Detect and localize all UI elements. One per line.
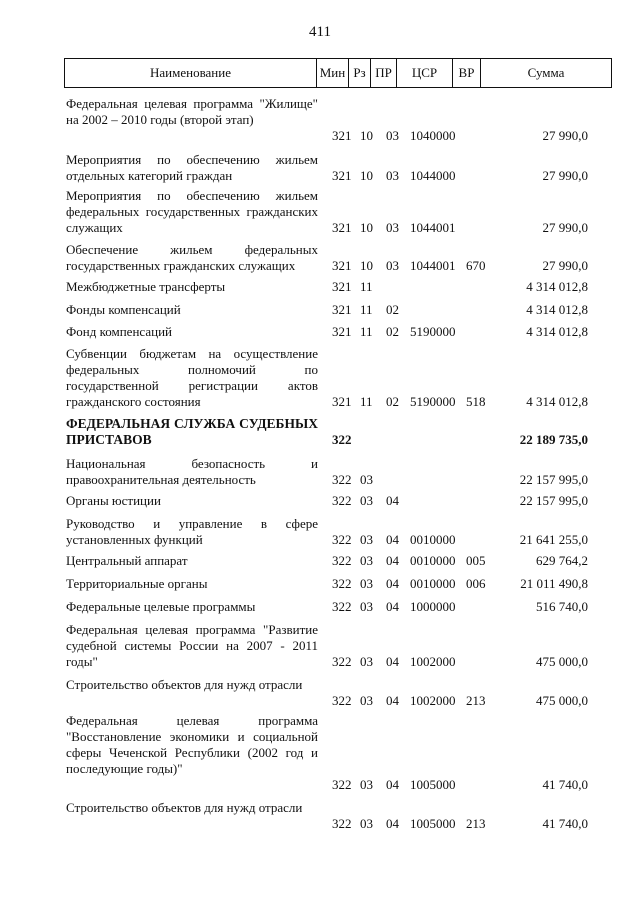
- table-row: [0, 553, 640, 569]
- row-min: 321: [332, 302, 352, 317]
- row-sum: 41 740,0: [542, 777, 588, 792]
- row-csr: 1044001: [410, 220, 456, 235]
- row-min: 322: [332, 816, 352, 831]
- row-csr: 1005000: [410, 816, 456, 831]
- row-name: Строительство объектов для нужд отрасли: [66, 800, 303, 815]
- row-min: 322: [332, 493, 352, 508]
- row-sum: 4 314 012,8: [526, 279, 588, 294]
- row-name: Мероприятия по обеспечению жильем отдельных категорий граждан: [66, 152, 318, 183]
- row-pr: 04: [386, 553, 399, 568]
- row-vr: 518: [466, 394, 486, 409]
- row-csr: 0010000: [410, 553, 456, 568]
- table-row: [0, 416, 640, 448]
- header-vr: ВР: [453, 59, 481, 87]
- row-min: 322: [332, 576, 352, 591]
- row-min: 322: [332, 472, 352, 487]
- header-min: Мин: [317, 59, 349, 87]
- row-pr: 04: [386, 493, 399, 508]
- row-pr: 04: [386, 576, 399, 591]
- row-sum: 22 189 735,0: [519, 432, 588, 447]
- header-pr: ПР: [371, 59, 397, 87]
- row-min: 321: [332, 220, 352, 235]
- row-sum: 41 740,0: [542, 816, 588, 831]
- row-csr: 1000000: [410, 599, 456, 614]
- row-csr: 1002000: [410, 654, 456, 669]
- row-min: 321: [332, 324, 352, 339]
- row-vr: 006: [466, 576, 486, 591]
- row-sum: 4 314 012,8: [526, 324, 588, 339]
- row-csr: 1040000: [410, 128, 456, 143]
- row-csr: 1002000: [410, 693, 456, 708]
- row-pr: 04: [386, 693, 399, 708]
- row-csr: 0010000: [410, 576, 456, 591]
- row-sum: 22 157 995,0: [519, 493, 588, 508]
- row-rz: 03: [360, 599, 373, 614]
- row-name: ФЕДЕРАЛЬНАЯ СЛУЖБА СУДЕБНЫХ ПРИСТАВОВ: [66, 416, 318, 447]
- row-rz: 03: [360, 816, 373, 831]
- row-sum: 27 990,0: [542, 258, 588, 273]
- row-min: 322: [332, 693, 352, 708]
- row-rz: 03: [360, 654, 373, 669]
- row-rz: 11: [360, 324, 373, 339]
- row-rz: 03: [360, 576, 373, 591]
- row-rz: 11: [360, 394, 373, 409]
- table-row: [0, 242, 640, 274]
- row-min: 321: [332, 128, 352, 143]
- row-rz: 10: [360, 258, 373, 273]
- row-vr: 005: [466, 553, 486, 568]
- row-min: 321: [332, 258, 352, 273]
- row-name: Федеральная целевая программа "Развитие судебной системы России на 2007 - 2011 годы": [66, 622, 318, 669]
- row-sum: 21 641 255,0: [519, 532, 588, 547]
- header-name: Наименование: [65, 59, 317, 87]
- table-row: [0, 493, 640, 509]
- row-name: Фонды компенсаций: [66, 302, 181, 317]
- row-rz: 11: [360, 279, 373, 294]
- row-rz: 03: [360, 553, 373, 568]
- table-row: [0, 516, 640, 548]
- table-row: [0, 713, 640, 793]
- table-row: [0, 576, 640, 592]
- table-row: [0, 800, 640, 832]
- row-pr: 03: [386, 168, 399, 183]
- row-sum: 4 314 012,8: [526, 302, 588, 317]
- row-csr: 0010000: [410, 532, 456, 547]
- row-name: Центральный аппарат: [66, 553, 188, 568]
- row-vr: 670: [466, 258, 486, 273]
- row-pr: 04: [386, 816, 399, 831]
- row-min: 321: [332, 168, 352, 183]
- row-csr: 5190000: [410, 324, 456, 339]
- row-min: 322: [332, 654, 352, 669]
- row-rz: 03: [360, 493, 373, 508]
- row-pr: 03: [386, 220, 399, 235]
- row-pr: 04: [386, 599, 399, 614]
- row-vr: 213: [466, 693, 486, 708]
- row-sum: 21 011 490,8: [520, 576, 588, 591]
- table-row: [0, 302, 640, 318]
- row-sum: 516 740,0: [536, 599, 588, 614]
- row-min: 321: [332, 279, 352, 294]
- row-name: Федеральные целевые программы: [66, 599, 256, 614]
- row-name: Руководство и управление в сфере установленных функций: [66, 516, 318, 547]
- table-header: [64, 58, 612, 88]
- row-sum: 27 990,0: [542, 168, 588, 183]
- row-sum: 475 000,0: [536, 693, 588, 708]
- row-rz: 10: [360, 220, 373, 235]
- row-vr: 213: [466, 816, 486, 831]
- table-row: [0, 324, 640, 340]
- table-row: [0, 346, 640, 410]
- row-min: 322: [332, 432, 352, 447]
- table-row: [0, 677, 640, 709]
- row-rz: 10: [360, 128, 373, 143]
- row-rz: 03: [360, 472, 373, 487]
- table-row: [0, 96, 640, 144]
- header-sum: Сумма: [527, 65, 565, 80]
- row-rz: 03: [360, 532, 373, 547]
- row-csr: 1044001: [410, 258, 456, 273]
- row-name: Мероприятия по обеспечению жильем федеральных государственных гражданских служащих: [66, 188, 318, 235]
- row-pr: 04: [386, 654, 399, 669]
- row-name: Территориальные органы: [66, 576, 208, 591]
- row-name: Межбюджетные трансферты: [66, 279, 226, 294]
- row-sum: 4 314 012,8: [526, 394, 588, 409]
- table-row: [0, 599, 640, 615]
- row-min: 322: [332, 532, 352, 547]
- row-name: Федеральная целевая программа "Восстановление экономики и социальной сферы Чеченской Республики (2002 год и последующие годы)": [66, 713, 318, 776]
- row-sum: 27 990,0: [542, 220, 588, 235]
- header-csr: ЦСР: [397, 59, 453, 87]
- row-name: Национальная безопасность и правоохранительная деятельность: [66, 456, 318, 487]
- row-pr: 02: [386, 302, 399, 317]
- row-pr: 04: [386, 532, 399, 547]
- row-rz: 10: [360, 168, 373, 183]
- row-csr: 1044000: [410, 168, 456, 183]
- row-rz: 03: [360, 777, 373, 792]
- row-name: Федеральная целевая программа "Жилище" на 2002 – 2010 годы (второй этап): [66, 96, 318, 127]
- row-sum: 22 157 995,0: [519, 472, 588, 487]
- row-min: 322: [332, 599, 352, 614]
- row-csr: 5190000: [410, 394, 456, 409]
- row-name: Обеспечение жильем федеральных государственных гражданских служащих: [66, 242, 318, 273]
- row-pr: 03: [386, 258, 399, 273]
- table-row: [0, 456, 640, 488]
- row-sum: 27 990,0: [542, 128, 588, 143]
- row-name: Фонд компенсаций: [66, 324, 172, 339]
- row-name: Строительство объектов для нужд отрасли: [66, 677, 303, 692]
- row-csr: 1005000: [410, 777, 456, 792]
- page-number: 411: [309, 24, 331, 40]
- row-min: 322: [332, 553, 352, 568]
- row-pr: 02: [386, 324, 399, 339]
- table-row: [0, 622, 640, 670]
- header-rz: Рз: [349, 59, 371, 87]
- row-name: Субвенции бюджетам на осуществление федеральных полномочий по государственной регистрации актов гражданского состояния: [66, 346, 318, 409]
- row-sum: 475 000,0: [536, 654, 588, 669]
- table-row: [0, 188, 640, 236]
- row-rz: 03: [360, 693, 373, 708]
- row-min: 322: [332, 777, 352, 792]
- row-min: 321: [332, 394, 352, 409]
- row-sum: 629 764,2: [536, 553, 588, 568]
- table-row: [0, 152, 640, 184]
- row-pr: 02: [386, 394, 399, 409]
- row-pr: 04: [386, 777, 399, 792]
- row-rz: 11: [360, 302, 373, 317]
- row-name: Органы юстиции: [66, 493, 161, 508]
- table-row: [0, 279, 640, 295]
- row-pr: 03: [386, 128, 399, 143]
